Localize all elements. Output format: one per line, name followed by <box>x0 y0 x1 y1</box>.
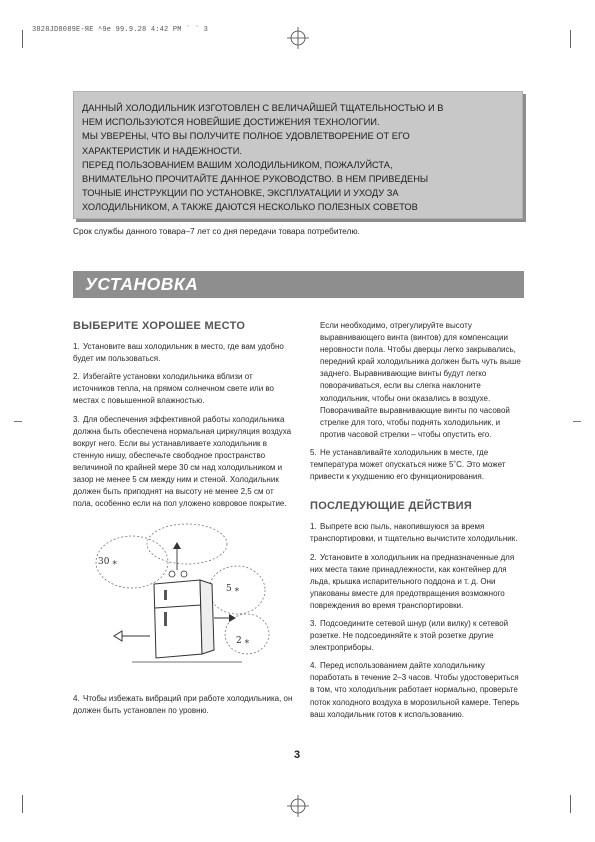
intro-line: ДАННЫЙ ХОЛОДИЛЬНИК ИЗГОТОВЛЕН С ВЕЛИЧАЙШЕЙ ТЩАТЕЛЬНОСТЬЮ И В <box>82 103 444 113</box>
left-column <box>73 320 293 516</box>
right-column <box>310 320 524 727</box>
item-number: 3. <box>73 414 80 424</box>
list-item <box>310 618 524 654</box>
list-item <box>73 414 293 511</box>
registration-mark-icon <box>287 27 309 49</box>
item-text: Для обеспечения эффективной работы холодильника должна быть обеспечена нормальная циркуляция воздуха вокруг него. Если вы устанавливаете холодильник в стенную нишу, обеспечьте свободное пространство величиной по крайней мере 30 cм над холодильником и зазор не менее 5 см между ним и стеной. Холодильник должен быть приподнят на высоту не менее 2,5 cм от пола, особенно если на пол уложено ковровое покрытие. <box>73 414 292 509</box>
clearance-label-top: 30 ⁎ <box>98 557 117 567</box>
page-number: 3 <box>294 749 301 761</box>
registration-mark-icon <box>287 795 309 817</box>
item-number: 4. <box>310 661 317 671</box>
clearance-label-side: 5 ⁎ <box>226 584 240 594</box>
item-number: 2. <box>73 372 80 382</box>
intro-line: ТОЧНЫЕ ИНСТРУКЦИИ ПО УСТАНОВКЕ, ЭКСПЛУАТАЦИИ И УХОДУ ЗА <box>82 188 399 199</box>
item-number: 3. <box>310 618 317 628</box>
list-item <box>73 693 293 717</box>
list-item <box>73 341 293 365</box>
item-text: Выпрете всю пыль, накопившуюся за время транспортировки, и тщательно вычистите холодильник. <box>310 522 518 544</box>
service-life-note: Срок службы данного товара–7 лет со дня передачи товара потребителю. <box>73 226 360 236</box>
list-item <box>310 660 524 720</box>
continuation-paragraph: Если необходимо, отрегулируйте высоту выравнивающего винта (винтов) для компенсации неровности пола. Чтобы дверцы легко закрывались, передний край холодильника должен быть чуть выше заднего. Выравнивающие винты будут легко поворачиваться, если вы слегка наклоните холодильник, чтобы они оказались в воздухе. Поворачивайте выравнивающие винты по часовой стрелке для того, чтобы поднять холодильник, и против часовой стрелки – чтобы опустить его. <box>320 321 521 439</box>
fridge-clearance-illustration <box>92 522 270 672</box>
item-text: Избегайте установки холодильника вблизи от источников тепла, на прямом солнечном свете или во местах с повышенной влажностью. <box>73 372 275 406</box>
crop-mark-icon <box>22 795 23 813</box>
intro-line: ХОЛОДИЛЬНИКОМ, А ТАКЖЕ ДАЮТСЯ НЕСКОЛЬКО ПОЛЕЗНЫХ СОВЕТОВ <box>82 202 418 213</box>
subheading-choose-place: ВЫБЕРИТЕ ХОРОШЕЕ МЕСТО <box>73 320 246 332</box>
item-text: Перед использованием дайте холодильнику поработать в течение 2–3 часов. Чтобы удостовериться в том, что холодильник работает нормально, проверьте поток холодного воздуха в морозильной камере. Теперь ваш холодильник готов к использованию. <box>310 661 520 719</box>
intro-line: НЕМ ИСПОЛЬЗУЮТСЯ НОВЕЙШИЕ ДОСТИЖЕНИЯ ТЕХНОЛОГИИ. <box>82 117 380 128</box>
item-text: Подсоедините сетевой шнур (или вилку) к сетевой розетке. Не подсоединяйте к этой розетке другие электроприборы. <box>310 618 509 653</box>
intro-text <box>82 101 514 215</box>
list-item <box>310 552 524 612</box>
intro-line: МЫ УВЕРЕНЫ, ЧТО ВЫ ПОЛУЧИТЕ ПОЛНОЕ УДОВЛЕТВОРЕНИЕ ОТ ЕГО <box>82 131 410 142</box>
item-text: Установите ваш холодильник в место, где вам удобно будет им пользоваться. <box>73 342 284 364</box>
item-number: 4. <box>73 694 80 703</box>
item-number: 2. <box>310 552 317 562</box>
list-item <box>310 447 524 483</box>
item-text: Чтобы избежать вибраций при работе холодильника, он должен быть установлен по уровню. <box>73 694 293 716</box>
section-title: УСТАНОВКА <box>85 274 199 294</box>
intro-line: ВНИМАТЕЛЬНО ПРОЧИТАЙТЕ ДАННОЕ РУКОВОДСТВО. В НЕМ ПРИВЕДЕНЫ <box>82 174 429 185</box>
item-text: Не устанавливайте холодильник в месте, где температура может опускаться ниже 5˚С. Это может привести к ухудшению его функционирования. <box>310 447 506 482</box>
side-tick-right <box>573 421 581 422</box>
list-item <box>73 371 293 407</box>
print-header: 3828JD8089E-ЯЕ ^9e 99.9.28 4:42 PM ` ` 3 <box>32 26 209 34</box>
item-text: Установите в холодильник на предназначенные для них места такие принадлежности, как контейнер для льда, крышка испарительного поддона и т. д. Они упакованы вместе для предотвращения возможного повреждения во время транспортировки. <box>310 552 515 610</box>
item-number: 1. <box>73 342 80 352</box>
intro-line: ПЕРЕД ПОЛЬЗОВАНИЕМ ВАШИМ ХОЛОДИЛЬНИКОМ, ПОЖАЛУЙСТА, <box>82 159 393 170</box>
subheading-next-steps: ПОСЛЕДУЮЩИЕ ДЕЙСТВИЯ <box>310 500 473 513</box>
list-item <box>310 521 524 545</box>
crop-mark-icon <box>22 30 23 48</box>
continuation-text <box>310 320 524 441</box>
crop-mark-icon <box>570 795 571 813</box>
clearance-label-floor: 2 ⁎ <box>236 636 250 646</box>
item-number: 1. <box>310 522 317 532</box>
crop-mark-icon <box>570 30 571 48</box>
left-column-bottom <box>73 693 293 723</box>
intro-line: ХАРАКТЕРИСТИК И НАДЕЖНОСТИ. <box>82 145 242 156</box>
side-tick-left <box>14 421 22 422</box>
item-number: 5. <box>310 447 317 457</box>
